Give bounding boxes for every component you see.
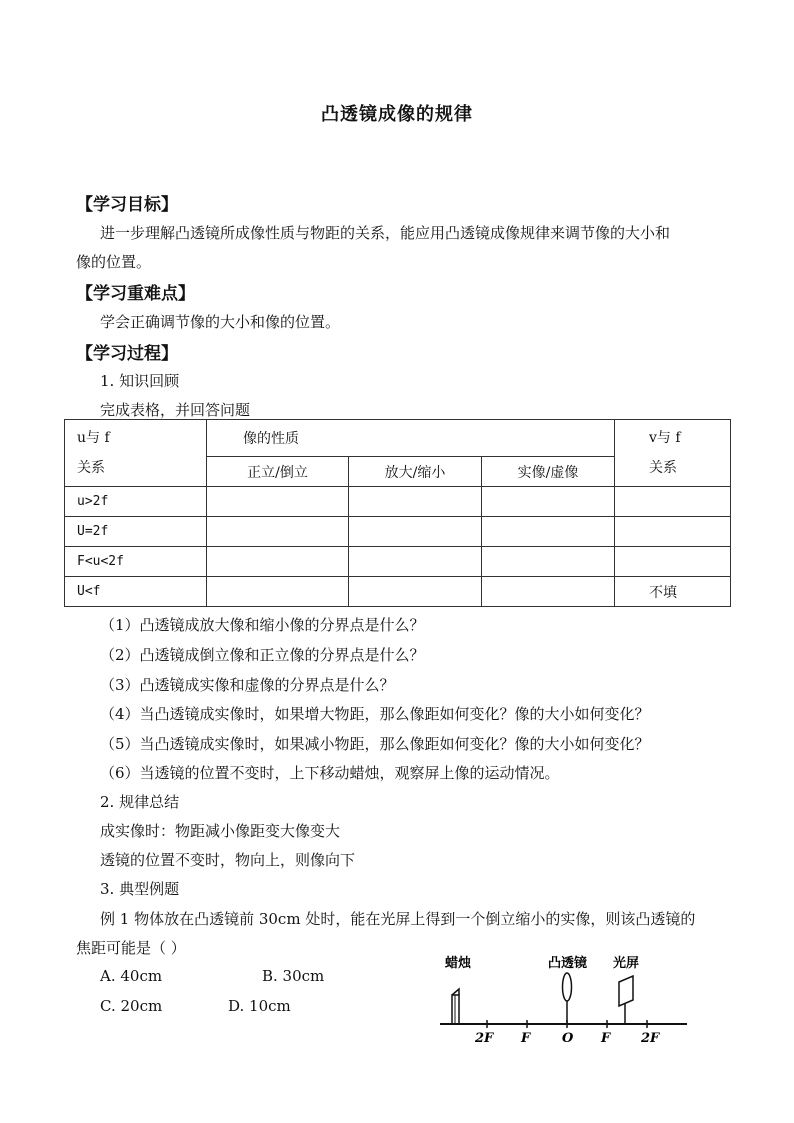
row-label: U<f (65, 577, 207, 607)
row-label: F<u<2f (65, 547, 207, 577)
review-title: 1. 知识回顾 (100, 372, 180, 390)
goals-text-line2: 像的位置。 (76, 253, 152, 271)
question-5: （5）当凸透镜成实像时，如果减小物距，那么像距如何变化？像的大小如何变化？ (100, 735, 650, 753)
header-u-f-line2: 关系 (77, 460, 105, 476)
table-cell[interactable] (482, 517, 615, 547)
example-title: 3. 典型例题 (100, 880, 180, 898)
review-instruction: 完成表格，并回答问题 (100, 401, 251, 419)
table-cell[interactable] (207, 547, 349, 577)
question-3: （3）凸透镜成实像和虚像的分界点是什么？ (100, 676, 395, 694)
table-cell[interactable] (482, 487, 615, 517)
table-cell[interactable] (207, 577, 349, 607)
axis-label-f-left: F (521, 1031, 531, 1045)
header-v-f-line2: 关系 (649, 460, 677, 476)
option-c[interactable]: C. 20cm (100, 997, 163, 1015)
header-magnified-reduced: 放大/缩小 (349, 457, 482, 487)
process-heading: 【学习过程】 (76, 344, 178, 364)
table-cell-v[interactable]: 不填 (615, 577, 731, 607)
table-row (65, 487, 731, 517)
goals-heading: 【学习目标】 (76, 195, 178, 215)
table-cell-v[interactable] (615, 547, 731, 577)
example-question-line1: 例 1 物体放在凸透镜前 30cm 处时，能在光屏上得到一个倒立缩小的实像，则该凸透镜的 (100, 910, 696, 928)
table-cell[interactable] (482, 547, 615, 577)
key-points-heading: 【学习重难点】 (76, 284, 195, 304)
table-cell[interactable] (482, 577, 615, 607)
candle-label: 蜡烛 (445, 956, 472, 971)
table-cell[interactable] (207, 517, 349, 547)
table-cell[interactable] (349, 577, 482, 607)
summary-title: 2. 规律总结 (100, 793, 180, 811)
table-cell[interactable] (349, 517, 482, 547)
table-row (65, 517, 731, 547)
axis-label-f-right: F (601, 1031, 611, 1045)
row-label: u>2f (65, 487, 207, 517)
axis-label-o: O (562, 1031, 574, 1045)
question-1: （1）凸透镜成放大像和缩小像的分界点是什么？ (100, 616, 425, 634)
screen-label: 光屏 (613, 956, 640, 971)
header-u-f-relation (65, 420, 207, 487)
option-a[interactable]: A. 40cm (100, 967, 163, 985)
table-cell[interactable] (349, 547, 482, 577)
summary-line1: 成实像时：物距减小像距变大像变大 (100, 822, 341, 840)
screen-icon (619, 976, 633, 1024)
key-points-text: 学会正确调节像的大小和像的位置。 (100, 313, 341, 331)
question-6: （6）当透镜的位置不变时，上下移动蜡烛，观察屏上像的运动情况。 (100, 764, 560, 782)
question-4: （4）当凸透镜成实像时，如果增大物距，那么像距如何变化？像的大小如何变化？ (100, 705, 650, 723)
table-cell-v[interactable] (615, 487, 731, 517)
axis-label-2f-left: 2F (475, 1031, 494, 1045)
row-label: U=2f (65, 517, 207, 547)
page-title: 凸透镜成像的规律 (321, 104, 473, 125)
table-cell-v[interactable] (615, 517, 731, 547)
question-2: （2）凸透镜成倒立像和正立像的分界点是什么？ (100, 646, 425, 664)
axis-label-2f-right: 2F (641, 1031, 660, 1045)
summary-line2: 透镜的位置不变时，物向上，则像向下 (100, 851, 356, 869)
table-cell[interactable] (349, 487, 482, 517)
optics-bench-diagram (435, 945, 695, 1045)
table-row (65, 547, 731, 577)
table-row (65, 577, 731, 607)
header-upright-inverted: 正立/倒立 (207, 457, 349, 487)
header-v-f-relation (615, 420, 731, 487)
option-b[interactable]: B. 30cm (262, 967, 325, 985)
convex-lens-icon (563, 973, 572, 1024)
candle-icon (452, 989, 459, 1024)
header-u-f-line1: u与 f (77, 430, 110, 446)
example-question-line2: 焦距可能是（ ） (76, 939, 186, 957)
header-v-f-line1: v与 f (649, 430, 681, 446)
table-cell[interactable] (207, 487, 349, 517)
lens-label: 凸透镜 (548, 956, 588, 971)
header-image-properties: 像的性质 (207, 420, 615, 457)
header-real-virtual: 实像/虚像 (482, 457, 615, 487)
goals-text-line1: 进一步理解凸透镜所成像性质与物距的关系，能应用凸透镜成像规律来调节像的大小和 (100, 224, 671, 242)
image-properties-table (64, 419, 731, 607)
option-d[interactable]: D. 10cm (228, 997, 291, 1015)
